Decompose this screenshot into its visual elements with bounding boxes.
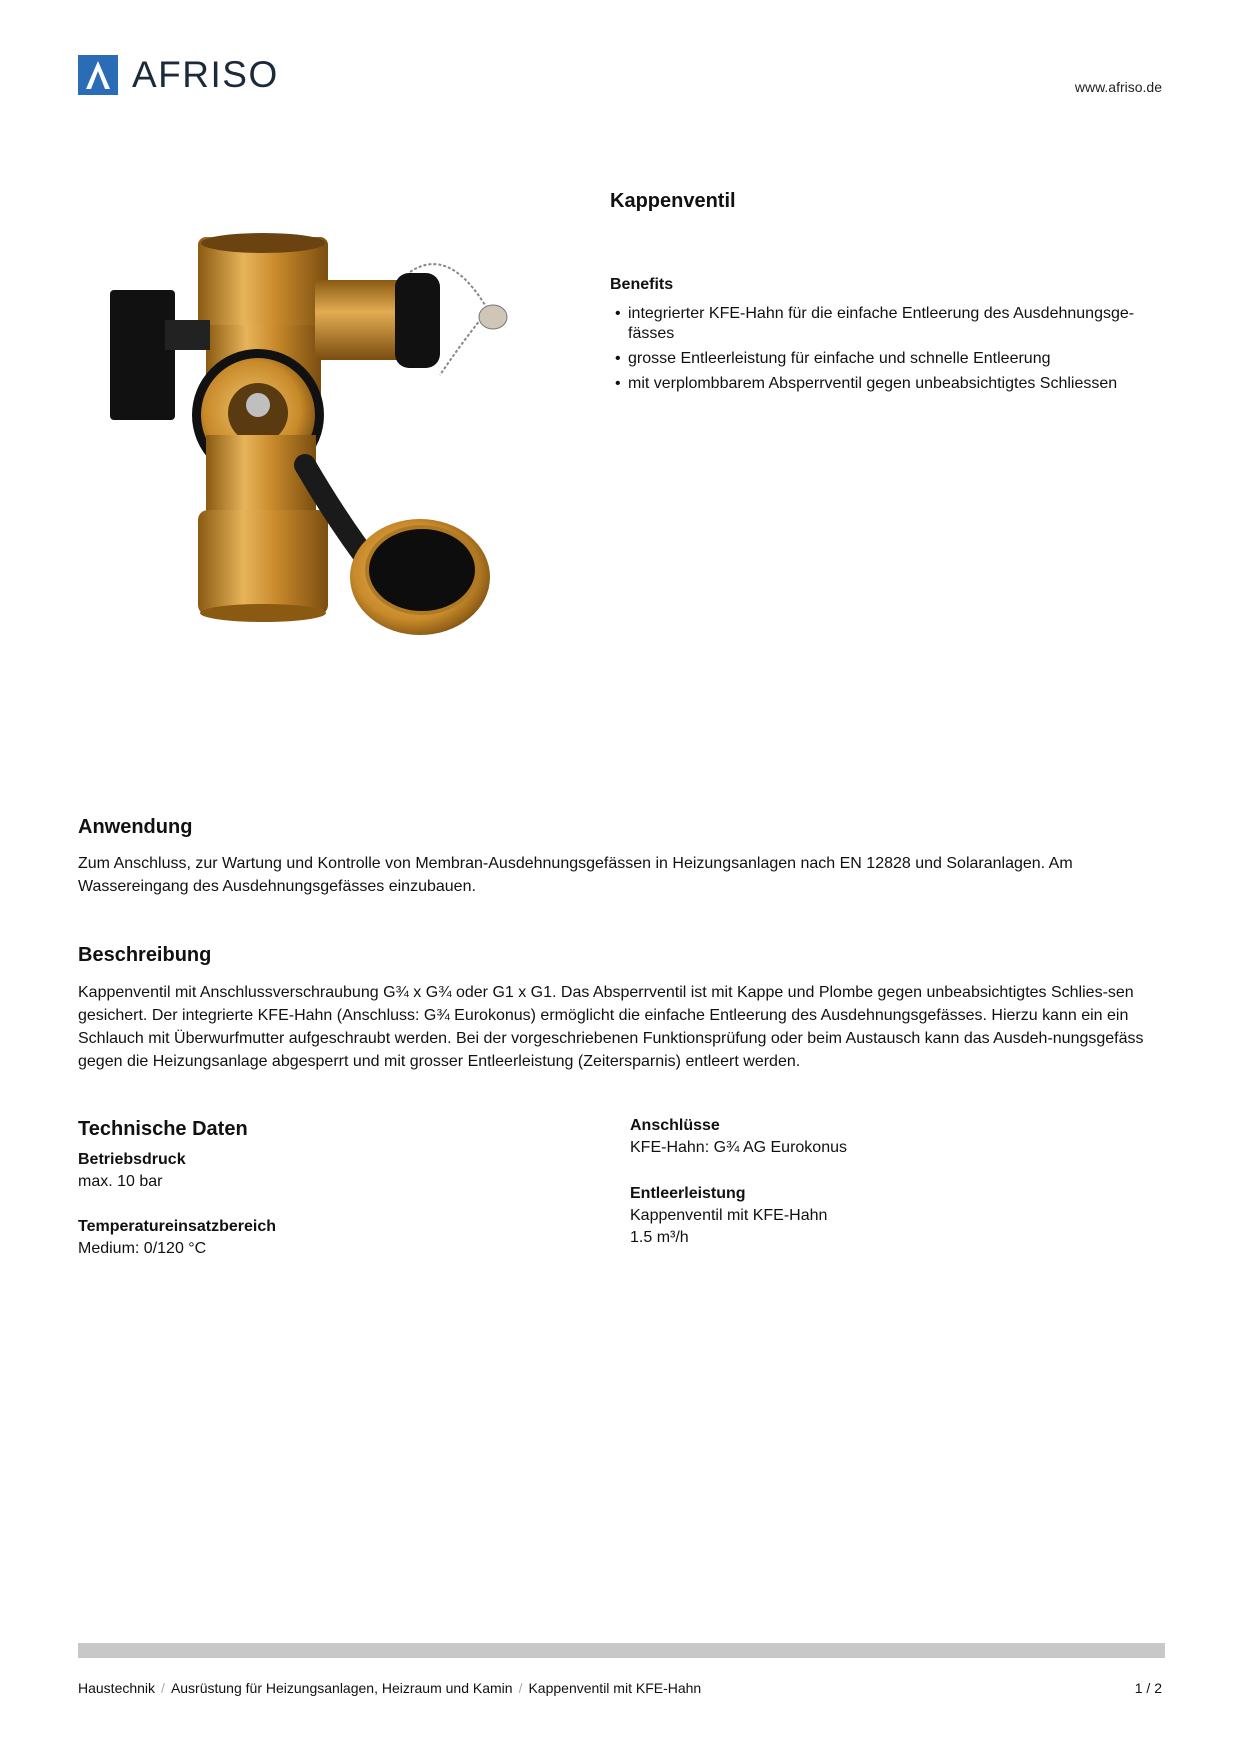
spec-value: 1.5 m³/h xyxy=(630,1229,689,1246)
anwendung-text: Zum Anschluss, zur Wartung und Kontrolle von Membran-Ausdehnungsgefässen in Heizungsanlagen nach EN 12828 und Solaranlagen. Am Wassereingang des Ausdehnungsgefässes einzubauen. xyxy=(78,855,1073,895)
breadcrumb-item[interactable]: Ausrüstung für Heizungsanlagen, Heizraum und Kamin xyxy=(170,1680,513,1696)
product-title: Kappenventil xyxy=(610,190,736,212)
benefits-heading: Benefits xyxy=(610,276,674,293)
spec-value: max. 10 bar xyxy=(78,1173,163,1190)
beschreibung-heading: Beschreibung xyxy=(78,944,212,966)
benefit-item: • integrierter KFE-Hahn für die einfache Entleerung des Ausdehnungsge-fässes xyxy=(610,304,1170,344)
spec-value: KFE-Hahn: G¾ AG Eurokonus xyxy=(630,1139,847,1156)
spec-label: Temperatureinsatzbereich xyxy=(78,1218,276,1235)
afriso-logo xyxy=(78,55,279,95)
benefit-item: • mit verplombbarem Absperrventil gegen unbeabsichtigtes Schliessen xyxy=(610,374,1170,394)
spec-label: Anschlüsse xyxy=(630,1117,720,1134)
spec-temperatur xyxy=(78,1216,276,1260)
spec-label: Betriebsdruck xyxy=(78,1151,186,1168)
benefits-list xyxy=(610,304,1170,399)
technische-daten-heading: Technische Daten xyxy=(78,1118,248,1140)
spec-betriebsdruck xyxy=(78,1149,186,1193)
breadcrumb-separator: / xyxy=(161,1680,165,1696)
breadcrumb-separator: / xyxy=(518,1680,523,1696)
footer-divider xyxy=(78,1643,1165,1658)
breadcrumb-item[interactable]: Haustechnik xyxy=(78,1680,156,1696)
spec-anschluesse xyxy=(630,1115,847,1159)
website-url[interactable]: www.afriso.de xyxy=(1074,79,1162,95)
benefit-item: • grosse Entleerleistung für einfache und schnelle Entleerung xyxy=(610,349,1170,369)
beschreibung-text: Kappenventil mit Anschlussverschraubung G¾ x G¾ oder G1 x G1. Das Absperrventil ist mit Kappe und Plombe gegen unbeabsichtigtes Schlies-sen gesichert. Der integrierte KFE-Hahn (Anschluss: G¾ Eurokonus) ermöglicht die einfache Entleerung des Ausdehnungsgefässes. Hierzu kann ein ein Schlauch mit Überwurfmutter aufgeschraubt werden. Bei der vorgeschriebenen Funktionsprüfung oder beim Austausch kann das Ausdeh-nungsgefäss gegen die Heizungsanlage abgesperrt und mit grosser Entleerleistung (Zeitersparnis) entleert werden. xyxy=(78,984,1144,1070)
spec-label: Entleerleistung xyxy=(630,1185,746,1202)
breadcrumb xyxy=(78,1680,701,1696)
spec-value: Kappenventil mit KFE-Hahn xyxy=(630,1207,828,1224)
anwendung-heading: Anwendung xyxy=(78,816,193,838)
product-photo xyxy=(110,225,580,725)
afriso-logo-mark xyxy=(78,55,118,95)
spec-entleerleistung xyxy=(630,1183,827,1249)
spec-value: Medium: 0/120 °C xyxy=(78,1240,207,1257)
breadcrumb-item[interactable]: Kappenventil mit KFE-Hahn xyxy=(528,1680,702,1696)
brand-name: AFRISO xyxy=(132,54,279,95)
page-number: 1 / 2 xyxy=(1134,1680,1162,1696)
